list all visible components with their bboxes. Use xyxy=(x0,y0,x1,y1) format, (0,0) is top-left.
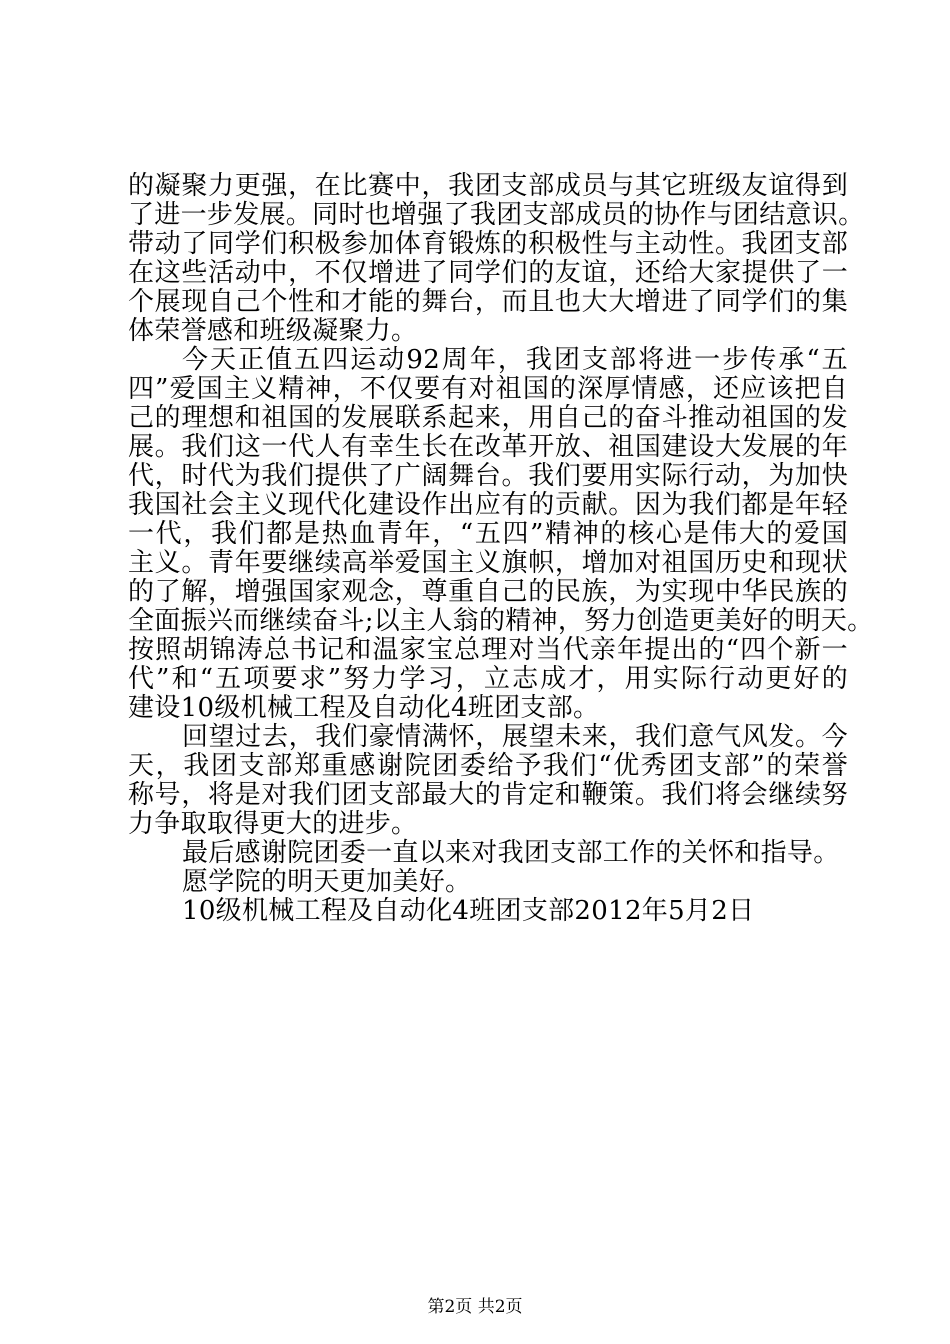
closing-line: 最后感谢院团委一直以来对我团支部工作的关怀和指导。 xyxy=(182,838,840,868)
text-line: 的了解，增强国家观念，尊重自己的民族，为实现中华民族的 xyxy=(128,577,848,607)
text-line: 建设10级机械工程及自动化4班团支部。 xyxy=(128,693,600,723)
text-line: 在这些活动中，不仅增进了同学们的友谊，还给大家提供了一 xyxy=(128,258,848,288)
text-line: 个展现自己个性和才能的舞台，而且也大大增进了同学们的集 xyxy=(128,287,848,317)
text-line: 体荣誉感和班级凝聚力。 xyxy=(128,316,418,346)
text-line: 带动了同学们积极参加体育锻炼的积极性与主动性。我团支部 xyxy=(128,229,848,259)
text-line: 代”和“五项要求”努力学习，立志成才，用实际行动更好的 xyxy=(128,664,848,694)
page-indicator: 第2页 共2页 xyxy=(427,1297,523,1317)
text-line: 一代，我们都是热血青年，“五四”精神的核心是伟大的爱国 xyxy=(128,519,848,549)
text-line: 己的理想和祖国的发展联系起来，用自己的奋斗推动祖国的发 xyxy=(128,403,848,433)
signature-line: 10级机械工程及自动化4班团支部2012年5月2日 xyxy=(182,896,755,926)
text-line: 天，我团支部郑重感谢院团委给予我们“优秀团支部”的荣誉 xyxy=(128,751,848,781)
text-line: 我国社会主义现代化建设作出应有的贡献。因为我们都是年轻 xyxy=(128,490,848,520)
document-body xyxy=(128,171,874,926)
text-line: 的凝聚力更强，在比赛中，我团支部成员与其它班级友谊得到 xyxy=(128,171,848,201)
text-line: 按照胡锦涛总书记和温家宝总理对当代亲年提出的“四个新一 xyxy=(128,635,848,665)
text-line: 了进一步发展。同时也增强了我团支部成员的协作与团结意识。 xyxy=(128,200,865,230)
text-line: 四”爱国主义精神，不仅要有对祖国的深厚情感，还应该把自 xyxy=(128,374,848,404)
text-line: 代，时代为我们提供了广阔舞台。我们要用实际行动，为加快 xyxy=(128,461,848,491)
text-line: 全面振兴而继续奋斗;以主人翁的精神，努力创造更美好的明天。 xyxy=(128,606,874,636)
paragraph-first-line: 回望过去，我们豪情满怀，展望未来，我们意气风发。今 xyxy=(182,722,848,752)
text-line: 主义。青年要继续高举爱国主义旗帜，增加对祖国历史和现状 xyxy=(128,548,848,578)
text-line: 力争取取得更大的进步。 xyxy=(128,809,418,839)
paragraph-first-line: 今天正值五四运动92周年，我团支部将进一步传承“五 xyxy=(182,345,848,375)
text-line: 展。我们这一代人有幸生长在改革开放、祖国建设大发展的年 xyxy=(128,432,848,462)
closing-line: 愿学院的明天更加美好。 xyxy=(182,867,472,897)
text-line: 称号，将是对我们团支部最大的肯定和鞭策。我们将会继续努 xyxy=(128,780,848,810)
